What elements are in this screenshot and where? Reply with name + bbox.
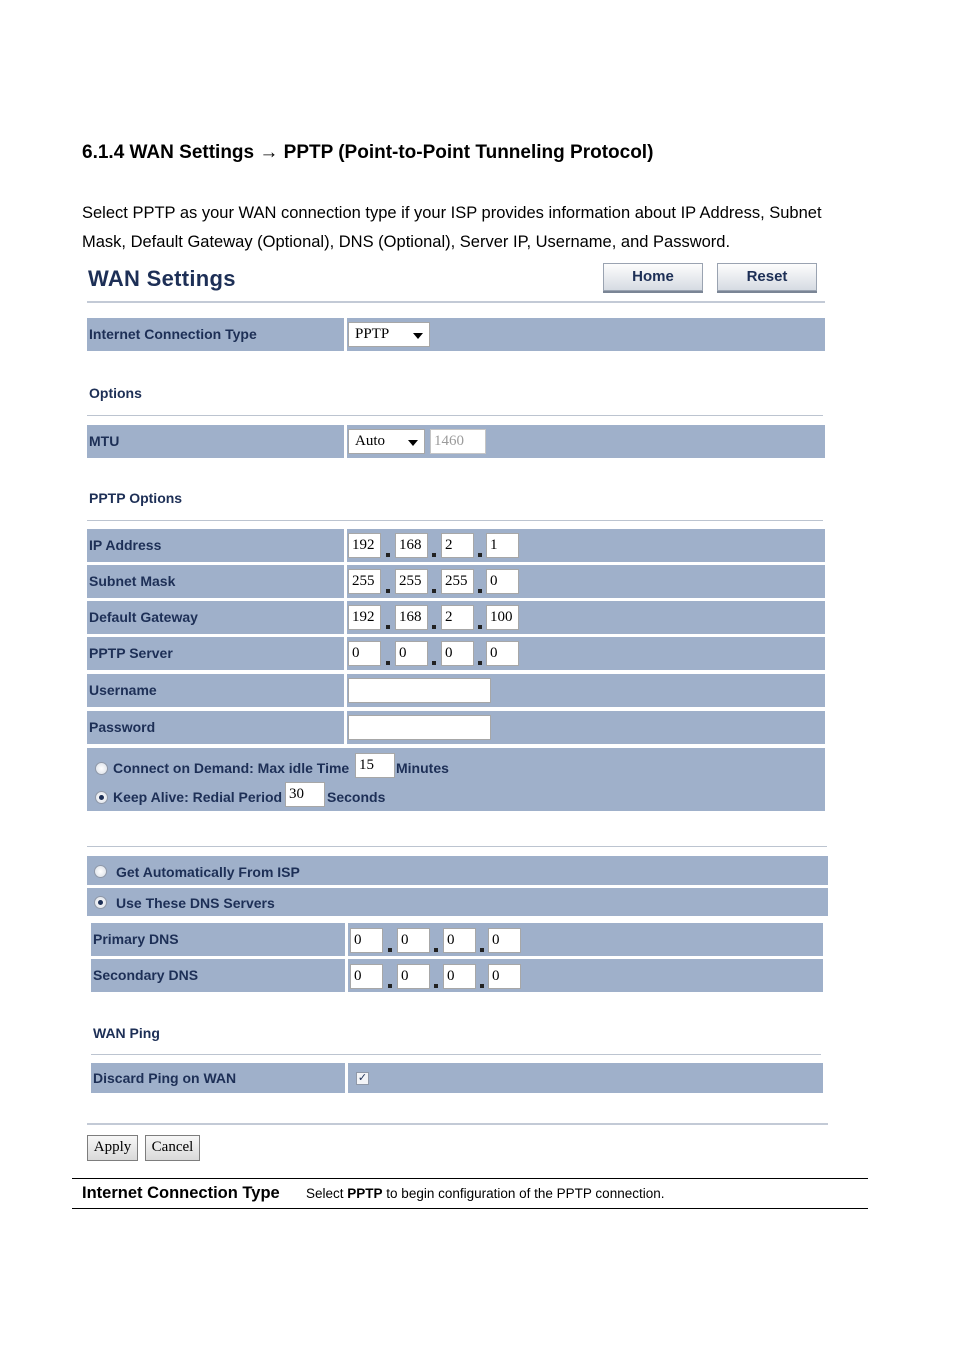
dot-separator (386, 625, 390, 629)
password-label: Password (89, 711, 344, 744)
server-octet-4[interactable]: 0 (486, 641, 519, 666)
dns-divider (87, 846, 827, 847)
server-octet-2[interactable]: 0 (395, 641, 428, 666)
secondary-dns-octet-2[interactable]: 0 (397, 964, 430, 989)
seconds-unit: Seconds (327, 789, 386, 805)
keep-alive-label: Keep Alive: Redial Period (113, 789, 283, 805)
primary-dns-octet-3[interactable]: 0 (443, 928, 476, 953)
dot-separator (432, 661, 436, 665)
secondary-dns-octet-3[interactable]: 0 (443, 964, 476, 989)
dns-manual-label: Use These DNS Servers (116, 895, 275, 911)
row-separator (344, 318, 347, 351)
primary-dns-label: Primary DNS (93, 923, 347, 956)
dot-separator (478, 553, 482, 557)
definition-term: Internet Connection Type (82, 1184, 280, 1202)
checkmark-icon: ✓ (357, 1072, 368, 1084)
row-separator (344, 565, 347, 598)
primary-dns-octet-2[interactable]: 0 (397, 928, 430, 953)
row-separator (345, 923, 348, 956)
pptp-divider (87, 520, 823, 521)
connection-type-value: PPTP (355, 326, 390, 342)
redial-period-input[interactable]: 30 (285, 782, 325, 807)
definition-bottom-rule (72, 1208, 868, 1209)
apply-button[interactable]: Apply (87, 1135, 138, 1161)
subnet-mask-label: Subnet Mask (89, 565, 344, 598)
secondary-dns-label: Secondary DNS (93, 959, 347, 992)
wan-ping-divider (91, 1054, 821, 1055)
row-separator (344, 601, 347, 634)
dot-separator (478, 661, 482, 665)
dot-separator (432, 553, 436, 557)
dot-separator (480, 948, 484, 952)
header-divider (87, 301, 825, 303)
row-separator (344, 529, 347, 562)
dot-separator (478, 589, 482, 593)
row-separator (345, 959, 348, 992)
row-separator (344, 711, 347, 744)
panel-title: WAN Settings (88, 266, 236, 291)
primary-dns-octet-4[interactable]: 0 (488, 928, 521, 953)
row-separator (344, 425, 347, 458)
server-octet-3[interactable]: 0 (441, 641, 474, 666)
intro-line-1: Select PPTP as your WAN connection type if your ISP provides information about IP Address, Subnet (82, 204, 822, 222)
password-input[interactable] (348, 715, 491, 740)
mtu-value-input[interactable]: 1460 (430, 429, 486, 454)
ip-octet-1[interactable]: 192 (348, 533, 381, 558)
max-idle-time-input[interactable]: 15 (355, 753, 395, 778)
options-divider (87, 415, 823, 416)
default-gateway-label: Default Gateway (89, 601, 344, 634)
discard-ping-row (91, 1063, 823, 1093)
discard-ping-label: Discard Ping on WAN (93, 1063, 347, 1093)
dot-separator (386, 589, 390, 593)
dns-manual-radio[interactable] (94, 896, 107, 909)
pptp-options-heading: PPTP Options (89, 490, 183, 506)
connection-type-row (87, 318, 825, 351)
dot-separator (434, 984, 438, 988)
dot-separator (388, 984, 392, 988)
row-separator (345, 1063, 348, 1093)
options-heading: Options (89, 385, 142, 401)
mask-octet-3[interactable]: 255 (441, 569, 474, 594)
ip-octet-4[interactable]: 1 (486, 533, 519, 558)
gateway-octet-2[interactable]: 168 (395, 605, 428, 630)
dot-separator (386, 661, 390, 665)
footer-divider (87, 1123, 828, 1125)
ip-octet-3[interactable]: 2 (441, 533, 474, 558)
connection-type-select[interactable] (348, 322, 430, 347)
home-button[interactable]: Home (603, 263, 703, 291)
dot-separator (432, 589, 436, 593)
pptp-server-label: PPTP Server (89, 637, 344, 670)
connect-on-demand-label: Connect on Demand: Max idle Time (113, 760, 350, 776)
gateway-octet-4[interactable]: 100 (486, 605, 519, 630)
minutes-unit: Minutes (396, 760, 449, 776)
mask-octet-2[interactable]: 255 (395, 569, 428, 594)
dot-separator (480, 984, 484, 988)
dot-separator (478, 625, 482, 629)
ip-address-label: IP Address (89, 529, 344, 562)
dot-separator (388, 948, 392, 952)
dns-auto-radio[interactable] (94, 865, 107, 878)
secondary-dns-octet-1[interactable]: 0 (350, 964, 383, 989)
gateway-octet-3[interactable]: 2 (441, 605, 474, 630)
definition-desc-bold: PPTP (347, 1186, 383, 1201)
definition-description (306, 1186, 665, 1201)
definition-desc-suffix: to begin configuration of the PPTP connection. (382, 1186, 665, 1201)
dot-separator (434, 948, 438, 952)
connect-on-demand-radio[interactable] (95, 762, 108, 775)
mask-octet-1[interactable]: 255 (348, 569, 381, 594)
connection-type-label: Internet Connection Type (89, 318, 344, 351)
server-octet-1[interactable]: 0 (348, 641, 381, 666)
gateway-octet-1[interactable]: 192 (348, 605, 381, 630)
definition-desc-prefix: Select (306, 1186, 348, 1201)
intro-line-2: Mask, Default Gateway (Optional), DNS (Optional), Server IP, Username, and Password. (82, 233, 731, 251)
chevron-down-icon (413, 333, 423, 339)
ip-octet-2[interactable]: 168 (395, 533, 428, 558)
reset-button[interactable]: Reset (717, 263, 817, 291)
wan-ping-heading: WAN Ping (93, 1025, 160, 1041)
section-heading: 6.1.4 WAN Settings → PPTP (Point-to-Point Tunneling Protocol) (82, 142, 654, 163)
mtu-mode-value: Auto (355, 433, 385, 449)
primary-dns-octet-1[interactable]: 0 (350, 928, 383, 953)
row-separator (344, 674, 347, 707)
secondary-dns-octet-4[interactable]: 0 (488, 964, 521, 989)
cancel-button[interactable]: Cancel (145, 1135, 200, 1161)
mask-octet-4[interactable]: 0 (486, 569, 519, 594)
username-label: Username (89, 674, 344, 707)
intro-paragraph (82, 199, 872, 257)
dns-auto-label: Get Automatically From ISP (116, 864, 300, 880)
keep-alive-radio[interactable] (95, 791, 108, 804)
mtu-mode-select[interactable] (348, 429, 425, 454)
chevron-down-icon (408, 440, 418, 446)
mtu-label: MTU (89, 425, 344, 458)
definition-top-rule (72, 1178, 868, 1179)
row-separator (344, 637, 347, 670)
dot-separator (386, 553, 390, 557)
dot-separator (432, 625, 436, 629)
discard-ping-checkbox[interactable] (356, 1072, 369, 1085)
username-input[interactable] (348, 678, 491, 703)
